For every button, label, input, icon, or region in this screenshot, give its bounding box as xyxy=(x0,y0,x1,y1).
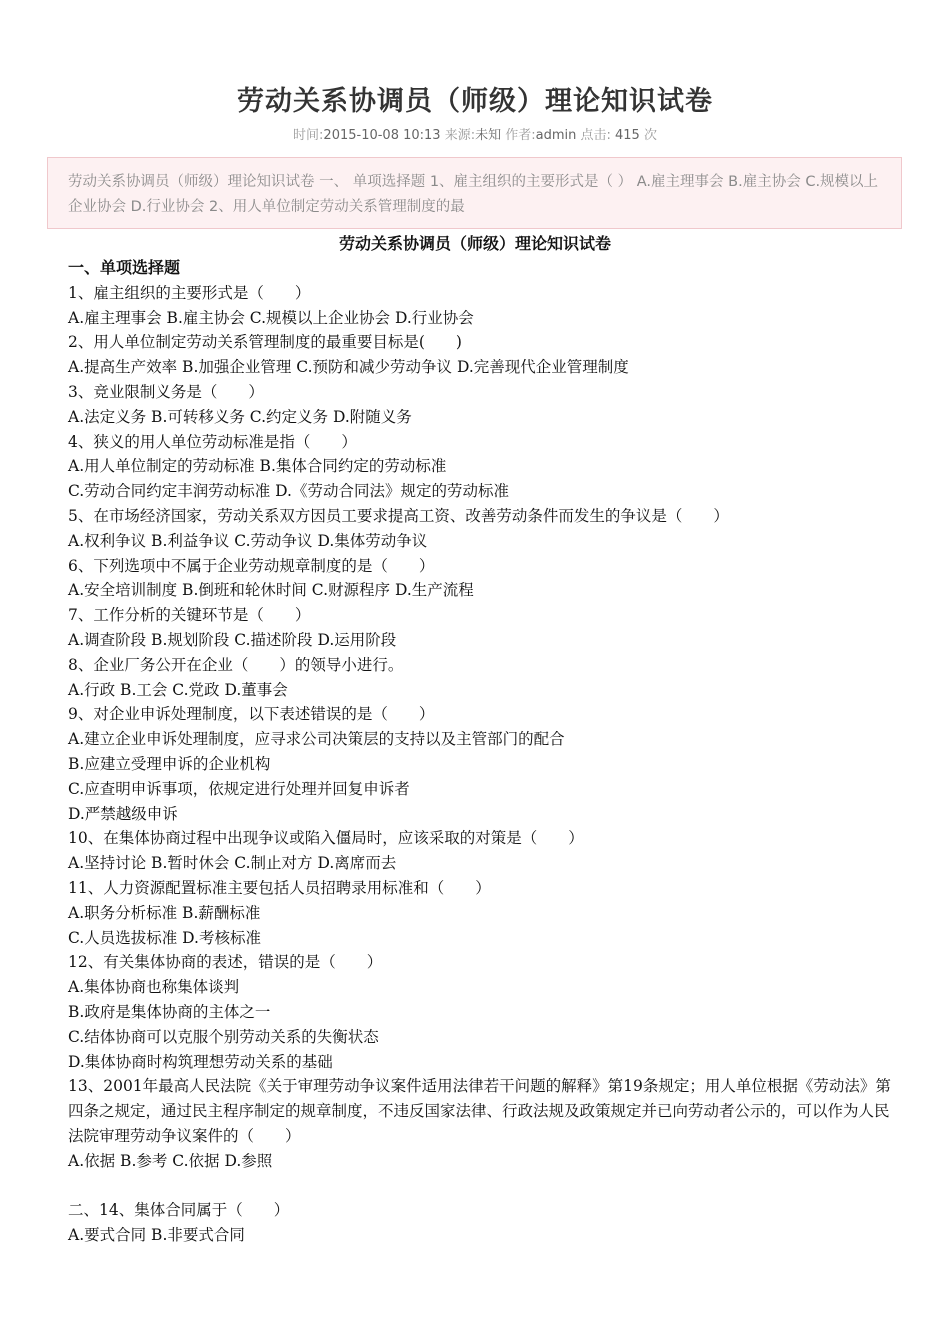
page-title: 劳动关系协调员（师级）理论知识试卷 xyxy=(237,86,713,117)
text-line: 9、对企业申诉处理制度，以下表述错误的是（ ） xyxy=(68,705,435,724)
text-line: 8、企业厂务公开在企业（ ）的领导小进行。 xyxy=(68,655,404,674)
text-line: A.权利争议 B.利益争议 C.劳动争议 D.集体劳动争议 xyxy=(68,531,428,550)
text-line: B.应建立受理申诉的企业机构 xyxy=(68,754,271,773)
text-line: C.应查明申诉事项，依规定进行处理并回复申诉者 xyxy=(68,779,410,798)
document-title: 劳动关系协调员（师级）理论知识试卷 xyxy=(338,234,611,253)
article-summary xyxy=(47,157,902,229)
text-line: 12、有关集体协商的表述，错误的是（ ） xyxy=(68,953,383,972)
text-line: A.坚持讨论 B.暂时休会 C.制止对方 D.离席而去 xyxy=(68,854,397,873)
text-line: 5、在市场经济国家，劳动关系双方因员工要求提高工资、改善劳动条件而发生的争议是（ ） xyxy=(68,506,729,525)
time-label: 时间: xyxy=(293,128,324,143)
text-line: 13、2001年最高人民法院《关于审理劳动争议案件适用法律若干问题的解释》第19条规定；用人单位根据《劳动法》第四条之规定，通过民主程序制定的规章制度，不违反国家法律、行政法规及政策规定并已向劳动者公示的，可以作为人民法院审理劳动争议案件的（ ） xyxy=(68,1077,891,1145)
document-lines xyxy=(68,256,898,1248)
summary-text: 劳动关系协调员（师级）理论知识试卷 一、 单项选择题 1、雇主组织的主要形式是（ ） A.雇主理事会 B.雇主协会 C.规模以上企业协会 D.行业协会 2、用人单位制定劳动关系管理制度的最 xyxy=(68,174,879,215)
clicks-value: 415 xyxy=(610,128,644,143)
text-line: 二、14、集体合同属于（ ） xyxy=(68,1201,290,1220)
author-label: 作者: xyxy=(501,128,536,143)
text-line: C.人员选拔标准 D.考核标准 xyxy=(68,928,261,947)
text-line: A.集体协商也称集体谈判 xyxy=(68,978,240,997)
text-line: A.用人单位制定的劳动标准 B.集体合同约定的劳动标准 xyxy=(68,457,447,476)
text-line: A.调查阶段 B.规划阶段 C.描述阶段 D.运用阶段 xyxy=(68,630,397,649)
text-line: A.行政 B.工会 C.党政 D.董事会 xyxy=(68,680,288,699)
clicks-unit: 次 xyxy=(643,128,657,143)
text-line: A.雇主理事会 B.雇主协会 C.规模以上企业协会 D.行业协会 xyxy=(68,308,474,327)
text-line: 4、狭义的用人单位劳动标准是指（ ） xyxy=(68,432,357,451)
text-line: 6、下列选项中不属于企业劳动规章制度的是（ ） xyxy=(68,556,435,575)
text-line: D.严禁越级申诉 xyxy=(68,804,178,823)
text-line: A.安全培训制度 B.倒班和轮休时间 C.财源程序 D.生产流程 xyxy=(68,581,474,600)
text-line: 1、雇主组织的主要形式是（ ） xyxy=(68,283,311,302)
section-heading: 一、单项选择题 xyxy=(68,258,181,277)
text-line: 11、人力资源配置标准主要包括人员招聘录用标准和（ ） xyxy=(68,878,491,897)
text-line: C.劳动合同约定丰润劳动标准 D.《劳动合同法》规定的劳动标准 xyxy=(68,482,509,501)
text-line: A.要式合同 B.非要式合同 xyxy=(68,1226,245,1245)
text-line: A.依据 B.参考 C.依据 D.参照 xyxy=(68,1151,273,1170)
clicks-label: 点击: xyxy=(576,128,611,143)
article-meta xyxy=(0,127,950,145)
text-line: B.政府是集体协商的主体之一 xyxy=(68,1002,271,1021)
text-line: A.职务分析标准 B.薪酬标准 xyxy=(68,903,261,922)
text-line: D.集体协商时构筑理想劳动关系的基础 xyxy=(68,1052,333,1071)
text-line: 10、在集体协商过程中出现争议或陷入僵局时，应该采取的对策是（ ） xyxy=(68,829,584,848)
text-line: A.建立企业申诉处理制度，应寻求公司决策层的支持以及主管部门的配合 xyxy=(68,730,565,749)
text-line: 3、竞业限制义务是（ ） xyxy=(68,382,264,401)
blank-line xyxy=(68,1173,898,1198)
text-line: C.结体协商可以克服个别劳动关系的失衡状态 xyxy=(68,1027,379,1046)
source-value: 未知 xyxy=(475,128,502,143)
author-value: admin xyxy=(535,128,577,143)
text-line: 7、工作分析的关键环节是（ ） xyxy=(68,606,311,625)
source-label: 来源: xyxy=(440,128,476,143)
time-value: 2015-10-08 10:13 xyxy=(323,128,441,143)
text-line: 2、用人单位制定劳动关系管理制度的最重要目标是( ) xyxy=(68,333,462,352)
text-line: A.提高生产效率 B.加强企业管理 C.预防和减少劳动争议 D.完善现代企业管理制度 xyxy=(68,358,629,377)
document-body xyxy=(68,232,898,1248)
text-line: A.法定义务 B.可转移义务 C.约定义务 D.附随义务 xyxy=(68,407,412,426)
